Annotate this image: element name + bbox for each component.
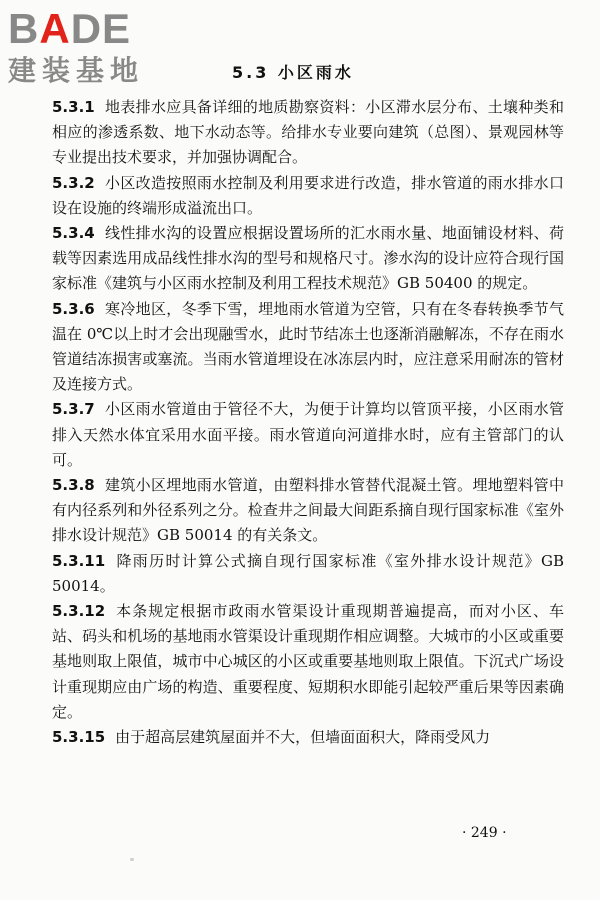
page-number: · 249 ·	[462, 825, 507, 841]
clause-paragraph	[52, 297, 564, 398]
clause-number: 5.3.6	[52, 299, 95, 318]
clause-text: 建筑小区埋地雨水管道，由塑料排水管替代混凝土管。埋地塑料管中有内径系列和外径系列之分。检查井之间最大间距系摘自现行国家标准《室外排水设计规范》GB 50014 的有关条文。	[52, 476, 564, 545]
clause-number: 5.3.4	[52, 224, 95, 243]
section-title: 5.3 小区雨水	[232, 63, 354, 82]
clause-text: 小区改造按照雨水控制及利用要求进行改造，排水管道的雨水排水口设在设施的终端形成溢流出口。	[52, 173, 564, 217]
section-body	[52, 95, 564, 750]
clause-paragraph	[52, 549, 564, 599]
clause-text: 小区雨水管道由于管径不大，为便于计算均以管顶平接，小区雨水管排入天然水体宜采用水面平接。雨水管道向河道排水时，应有主管部门的认可。	[52, 400, 564, 469]
clause-paragraph	[52, 473, 564, 549]
clause-text: 地表排水应具备详细的地质勘察资料：小区滞水层分布、土壤种类和相应的渗透系数、地下水动态等。给排水专业要向建筑（总图）、景观园林等专业提出技术要求，并加强协调配合。	[52, 98, 564, 167]
clause-number: 5.3.12	[52, 602, 106, 621]
clause-number: 5.3.2	[52, 173, 95, 192]
clause-paragraph	[52, 171, 564, 221]
clause-text: 寒冷地区，冬季下雪，埋地雨水管道为空管，只有在冬春转换季节气温在 0℃以上时才会出现融雪水，此时节结冻土也逐渐消融解冻，不存在雨水管道结冻损害或塞流。当雨水管道埋设在冰冻层内时，应注意采用耐冻的管材及连接方式。	[52, 299, 564, 394]
clause-number: 5.3.15	[52, 728, 106, 747]
clause-paragraph	[52, 599, 564, 725]
logo-wordmark: BADE	[8, 5, 132, 52]
clause-text: 由于超高层建筑屋面并不大，但墙面面积大，降雨受风力	[115, 728, 491, 747]
clause-number: 5.3.7	[52, 400, 95, 419]
clause-text: 降雨历时计算公式摘自现行国家标准《室外排水设计规范》GB 50014。	[52, 551, 564, 595]
logo-subtitle: 建装基地	[8, 54, 145, 87]
clause-text: 线性排水沟的设置应根据设置场所的汇水雨水量、地面铺设材料、荷载等因素选用成品线性排水沟的型号和规格尺寸。渗水沟的设计应符合现行国家标准《建筑与小区雨水控制及利用工程技术规范》GB 50400 的规定。	[52, 224, 564, 293]
clause-paragraph	[52, 725, 564, 750]
clause-paragraph	[52, 221, 564, 297]
clause-number: 5.3.11	[52, 551, 106, 570]
clause-paragraph	[52, 95, 564, 171]
bade-logo	[8, 6, 176, 94]
scan-speck	[130, 858, 134, 861]
clause-text: 本条规定根据市政雨水管渠设计重现期普遍提高，而对小区、车站、码头和机场的基地雨水管渠设计重现期作相应调整。大城市的小区或重要基地则取上限值，城市中心城区的小区或重要基地则取上限值。下沉式广场设计重现期应由广场的构造、重要程度、短期积水即能引起较严重后果等因素确定。	[52, 602, 564, 721]
clause-paragraph	[52, 397, 564, 473]
clause-number: 5.3.8	[52, 476, 95, 495]
clause-number: 5.3.1	[52, 98, 95, 116]
